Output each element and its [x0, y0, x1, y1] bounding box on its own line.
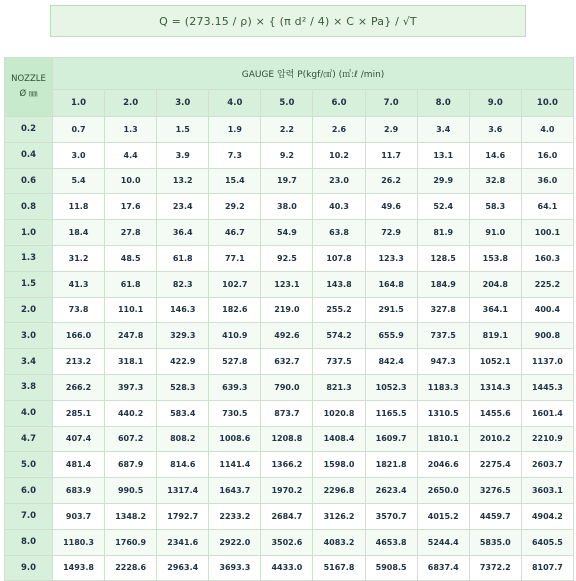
nozzle-diameter-cell: 7.0 [5, 503, 53, 529]
flow-value-cell: 607.2 [105, 426, 157, 452]
flow-value-cell: 219.0 [261, 297, 313, 323]
flow-value-cell: 1821.8 [365, 452, 417, 478]
flow-value-cell: 1208.8 [261, 426, 313, 452]
flow-value-cell: 4.4 [105, 142, 157, 168]
flow-value-cell: 1445.3 [521, 374, 573, 400]
flow-value-cell: 13.2 [157, 168, 209, 194]
table-row [5, 220, 574, 246]
nozzle-diameter-cell: 1.3 [5, 245, 53, 271]
pressure-values-row [5, 90, 574, 117]
flow-value-cell: 64.1 [521, 194, 573, 220]
flow-value-cell: 160.3 [521, 245, 573, 271]
flow-value-cell: 100.1 [521, 220, 573, 246]
nozzle-diameter-cell: 3.8 [5, 374, 53, 400]
flow-value-cell: 2603.7 [521, 452, 573, 478]
flow-value-cell: 1.5 [157, 117, 209, 143]
flow-value-cell: 1052.3 [365, 374, 417, 400]
flow-value-cell: 52.4 [417, 194, 469, 220]
flow-value-cell: 184.9 [417, 271, 469, 297]
flow-value-cell: 900.8 [521, 323, 573, 349]
flow-value-cell: 329.3 [157, 323, 209, 349]
flow-value-cell: 128.5 [417, 245, 469, 271]
flow-value-cell: 38.0 [261, 194, 313, 220]
flow-value-cell: 49.6 [365, 194, 417, 220]
table-row [5, 168, 574, 194]
flow-value-cell: 10.2 [313, 142, 365, 168]
flow-value-cell: 1137.0 [521, 349, 573, 375]
nozzle-diameter-cell: 0.6 [5, 168, 53, 194]
nozzle-diameter-cell: 0.8 [5, 194, 53, 220]
flow-value-cell: 123.3 [365, 245, 417, 271]
table-row [5, 529, 574, 555]
flow-value-cell: 3276.5 [469, 478, 521, 504]
flow-value-cell: 2.2 [261, 117, 313, 143]
flow-value-cell: 528.3 [157, 374, 209, 400]
flow-value-cell: 1408.4 [313, 426, 365, 452]
flow-value-cell: 2228.6 [105, 555, 157, 581]
flow-value-cell: 14.6 [469, 142, 521, 168]
flow-value-cell: 6837.4 [417, 555, 469, 581]
flow-value-cell: 4653.8 [365, 529, 417, 555]
table-row [5, 194, 574, 220]
table-row [5, 503, 574, 529]
flow-value-cell: 41.3 [53, 271, 105, 297]
nozzle-diameter-cell: 4.0 [5, 400, 53, 426]
flow-value-cell: 255.2 [313, 297, 365, 323]
flow-value-cell: 61.8 [105, 271, 157, 297]
table-row [5, 555, 574, 581]
flow-value-cell: 18.4 [53, 220, 105, 246]
flow-value-cell: 77.1 [209, 245, 261, 271]
flow-value-cell: 814.6 [157, 452, 209, 478]
flow-value-cell: 1141.4 [209, 452, 261, 478]
table-row [5, 271, 574, 297]
flow-value-cell: 82.3 [157, 271, 209, 297]
pressure-col-header: 6.0 [313, 90, 365, 117]
flow-value-cell: 364.1 [469, 297, 521, 323]
flow-value-cell: 1366.2 [261, 452, 313, 478]
nozzle-label: NOZZLE [11, 74, 46, 84]
flow-value-cell: 407.4 [53, 426, 105, 452]
flow-value-cell: 790.0 [261, 374, 313, 400]
pressure-col-header: 7.0 [365, 90, 417, 117]
flow-value-cell: 1598.0 [313, 452, 365, 478]
flow-value-cell: 3.4 [417, 117, 469, 143]
flow-value-cell: 1760.9 [105, 529, 157, 555]
nozzle-diameter-cell: 4.7 [5, 426, 53, 452]
table-row [5, 452, 574, 478]
flow-value-cell: 2.9 [365, 117, 417, 143]
flow-value-cell: 16.0 [521, 142, 573, 168]
flow-value-cell: 213.2 [53, 349, 105, 375]
flow-value-cell: 947.3 [417, 349, 469, 375]
nozzle-header [5, 58, 53, 117]
flow-value-cell: 1609.7 [365, 426, 417, 452]
flow-value-cell: 1180.3 [53, 529, 105, 555]
flow-value-cell: 327.8 [417, 297, 469, 323]
flow-value-cell: 40.3 [313, 194, 365, 220]
flow-value-cell: 58.3 [469, 194, 521, 220]
flow-value-cell: 3502.6 [261, 529, 313, 555]
flow-value-cell: 26.2 [365, 168, 417, 194]
table-row [5, 478, 574, 504]
nozzle-diameter-cell: 3.4 [5, 349, 53, 375]
flow-value-cell: 1008.6 [209, 426, 261, 452]
flow-value-cell: 4904.2 [521, 503, 573, 529]
table-body [5, 117, 574, 581]
flow-value-cell: 164.8 [365, 271, 417, 297]
flow-value-cell: 639.3 [209, 374, 261, 400]
flow-value-cell: 17.6 [105, 194, 157, 220]
pressure-col-header: 1.0 [53, 90, 105, 117]
flow-value-cell: 1.9 [209, 117, 261, 143]
pressure-col-header: 8.0 [417, 90, 469, 117]
flow-rate-table [4, 57, 574, 581]
flow-value-cell: 990.5 [105, 478, 157, 504]
flow-value-cell: 318.1 [105, 349, 157, 375]
flow-value-cell: 15.4 [209, 168, 261, 194]
flow-value-cell: 1317.4 [157, 478, 209, 504]
flow-value-cell: 11.7 [365, 142, 417, 168]
flow-value-cell: 842.4 [365, 349, 417, 375]
flow-value-cell: 1455.6 [469, 400, 521, 426]
flow-value-cell: 903.7 [53, 503, 105, 529]
flow-value-cell: 583.4 [157, 400, 209, 426]
flow-value-cell: 291.5 [365, 297, 417, 323]
flow-value-cell: 81.9 [417, 220, 469, 246]
flow-value-cell: 1183.3 [417, 374, 469, 400]
table-row [5, 374, 574, 400]
flow-value-cell: 6405.5 [521, 529, 573, 555]
flow-value-cell: 4083.2 [313, 529, 365, 555]
flow-value-cell: 31.2 [53, 245, 105, 271]
flow-value-cell: 400.4 [521, 297, 573, 323]
table-row [5, 142, 574, 168]
flow-value-cell: 397.3 [105, 374, 157, 400]
table-row [5, 400, 574, 426]
flow-value-cell: 19.7 [261, 168, 313, 194]
flow-value-cell: 4459.7 [469, 503, 521, 529]
nozzle-diameter-cell: 5.0 [5, 452, 53, 478]
flow-value-cell: 2233.2 [209, 503, 261, 529]
flow-value-cell: 492.6 [261, 323, 313, 349]
flow-value-cell: 655.9 [365, 323, 417, 349]
flow-value-cell: 481.4 [53, 452, 105, 478]
flow-value-cell: 72.9 [365, 220, 417, 246]
flow-value-cell: 1348.2 [105, 503, 157, 529]
flow-value-cell: 2684.7 [261, 503, 313, 529]
flow-value-cell: 11.8 [53, 194, 105, 220]
nozzle-diameter-cell: 8.0 [5, 529, 53, 555]
pressure-col-header: 5.0 [261, 90, 313, 117]
pressure-col-header: 3.0 [157, 90, 209, 117]
flow-value-cell: 73.8 [53, 297, 105, 323]
flow-value-cell: 737.5 [313, 349, 365, 375]
flow-value-cell: 632.7 [261, 349, 313, 375]
flow-value-cell: 63.8 [313, 220, 365, 246]
flow-value-cell: 23.4 [157, 194, 209, 220]
flow-value-cell: 32.8 [469, 168, 521, 194]
flow-value-cell: 7372.2 [469, 555, 521, 581]
flow-value-cell: 2296.8 [313, 478, 365, 504]
flow-value-cell: 0.7 [53, 117, 105, 143]
flow-value-cell: 54.9 [261, 220, 313, 246]
flow-value-cell: 36.0 [521, 168, 573, 194]
table-row [5, 297, 574, 323]
flow-value-cell: 440.2 [105, 400, 157, 426]
table-row [5, 426, 574, 452]
flow-value-cell: 3.6 [469, 117, 521, 143]
flow-value-cell: 29.9 [417, 168, 469, 194]
table-row [5, 245, 574, 271]
flow-value-cell: 1643.7 [209, 478, 261, 504]
flow-value-cell: 182.6 [209, 297, 261, 323]
flow-value-cell: 204.8 [469, 271, 521, 297]
flow-value-cell: 92.5 [261, 245, 313, 271]
flow-value-cell: 873.7 [261, 400, 313, 426]
flow-value-cell: 266.2 [53, 374, 105, 400]
pressure-col-header: 4.0 [209, 90, 261, 117]
flow-value-cell: 1020.8 [313, 400, 365, 426]
flow-value-cell: 2341.6 [157, 529, 209, 555]
flow-value-cell: 5244.4 [417, 529, 469, 555]
flow-value-cell: 574.2 [313, 323, 365, 349]
flow-value-cell: 821.3 [313, 374, 365, 400]
table-row [5, 349, 574, 375]
nozzle-diameter-cell: 1.0 [5, 220, 53, 246]
flow-value-cell: 3570.7 [365, 503, 417, 529]
pressure-col-header: 2.0 [105, 90, 157, 117]
flow-value-cell: 687.9 [105, 452, 157, 478]
table-row [5, 117, 574, 143]
flow-value-cell: 23.0 [313, 168, 365, 194]
flow-value-cell: 107.8 [313, 245, 365, 271]
flow-value-cell: 13.1 [417, 142, 469, 168]
flow-value-cell: 1.3 [105, 117, 157, 143]
flow-value-cell: 9.2 [261, 142, 313, 168]
flow-value-cell: 422.9 [157, 349, 209, 375]
flow-value-cell: 8107.7 [521, 555, 573, 581]
flow-value-cell: 3.0 [53, 142, 105, 168]
flow-value-cell: 1310.5 [417, 400, 469, 426]
flow-value-cell: 1792.7 [157, 503, 209, 529]
pressure-col-header: 9.0 [469, 90, 521, 117]
flow-value-cell: 3.9 [157, 142, 209, 168]
flow-value-cell: 2623.4 [365, 478, 417, 504]
flow-value-cell: 1165.5 [365, 400, 417, 426]
flow-value-cell: 61.8 [157, 245, 209, 271]
flow-value-cell: 1052.1 [469, 349, 521, 375]
flow-value-cell: 5167.8 [313, 555, 365, 581]
pressure-col-header: 10.0 [521, 90, 573, 117]
flow-value-cell: 3603.1 [521, 478, 573, 504]
nozzle-diameter-cell: 1.5 [5, 271, 53, 297]
table-row [5, 323, 574, 349]
flow-value-cell: 3693.3 [209, 555, 261, 581]
nozzle-unit: Ø ㎜ [19, 89, 38, 99]
flow-value-cell: 2650.0 [417, 478, 469, 504]
flow-value-cell: 7.3 [209, 142, 261, 168]
flow-value-cell: 123.1 [261, 271, 313, 297]
flow-value-cell: 1493.8 [53, 555, 105, 581]
flow-value-cell: 146.3 [157, 297, 209, 323]
flow-value-cell: 5.4 [53, 168, 105, 194]
flow-value-cell: 2.6 [313, 117, 365, 143]
nozzle-diameter-cell: 0.2 [5, 117, 53, 143]
flow-value-cell: 2010.2 [469, 426, 521, 452]
nozzle-diameter-cell: 2.0 [5, 297, 53, 323]
flow-value-cell: 2963.4 [157, 555, 209, 581]
flow-value-cell: 4433.0 [261, 555, 313, 581]
flow-value-cell: 102.7 [209, 271, 261, 297]
flow-value-cell: 46.7 [209, 220, 261, 246]
flow-value-cell: 285.1 [53, 400, 105, 426]
flow-value-cell: 110.1 [105, 297, 157, 323]
nozzle-diameter-cell: 0.4 [5, 142, 53, 168]
flow-value-cell: 1970.2 [261, 478, 313, 504]
flow-value-cell: 2922.0 [209, 529, 261, 555]
formula-banner [50, 5, 526, 37]
nozzle-diameter-cell: 9.0 [5, 555, 53, 581]
flow-value-cell: 737.5 [417, 323, 469, 349]
flow-value-cell: 527.8 [209, 349, 261, 375]
flow-value-cell: 5835.0 [469, 529, 521, 555]
flow-value-cell: 29.2 [209, 194, 261, 220]
flow-value-cell: 1810.1 [417, 426, 469, 452]
flow-value-cell: 2046.6 [417, 452, 469, 478]
flow-value-cell: 36.4 [157, 220, 209, 246]
flow-value-cell: 143.8 [313, 271, 365, 297]
flow-value-cell: 2275.4 [469, 452, 521, 478]
flow-value-cell: 3126.2 [313, 503, 365, 529]
flow-value-cell: 166.0 [53, 323, 105, 349]
flow-value-cell: 225.2 [521, 271, 573, 297]
flow-value-cell: 730.5 [209, 400, 261, 426]
flow-value-cell: 10.0 [105, 168, 157, 194]
flow-value-cell: 5908.5 [365, 555, 417, 581]
flow-value-cell: 247.8 [105, 323, 157, 349]
nozzle-diameter-cell: 6.0 [5, 478, 53, 504]
flow-value-cell: 410.9 [209, 323, 261, 349]
flow-value-cell: 4015.2 [417, 503, 469, 529]
flow-value-cell: 48.5 [105, 245, 157, 271]
flow-value-cell: 27.8 [105, 220, 157, 246]
pressure-header: GAUGE 압력 P(kgf/㎠) (㎥:ℓ /min) [53, 58, 574, 90]
flow-value-cell: 819.1 [469, 323, 521, 349]
flow-value-cell: 4.0 [521, 117, 573, 143]
nozzle-diameter-cell: 3.0 [5, 323, 53, 349]
flow-value-cell: 2210.9 [521, 426, 573, 452]
flow-value-cell: 808.2 [157, 426, 209, 452]
flow-value-cell: 1314.3 [469, 374, 521, 400]
flow-value-cell: 153.8 [469, 245, 521, 271]
flow-value-cell: 1601.4 [521, 400, 573, 426]
flow-value-cell: 683.9 [53, 478, 105, 504]
flow-value-cell: 91.0 [469, 220, 521, 246]
formula-text: Q = (273.15 / ρ) × { (π d² / 4) × C × Pa} / √T [159, 14, 417, 28]
